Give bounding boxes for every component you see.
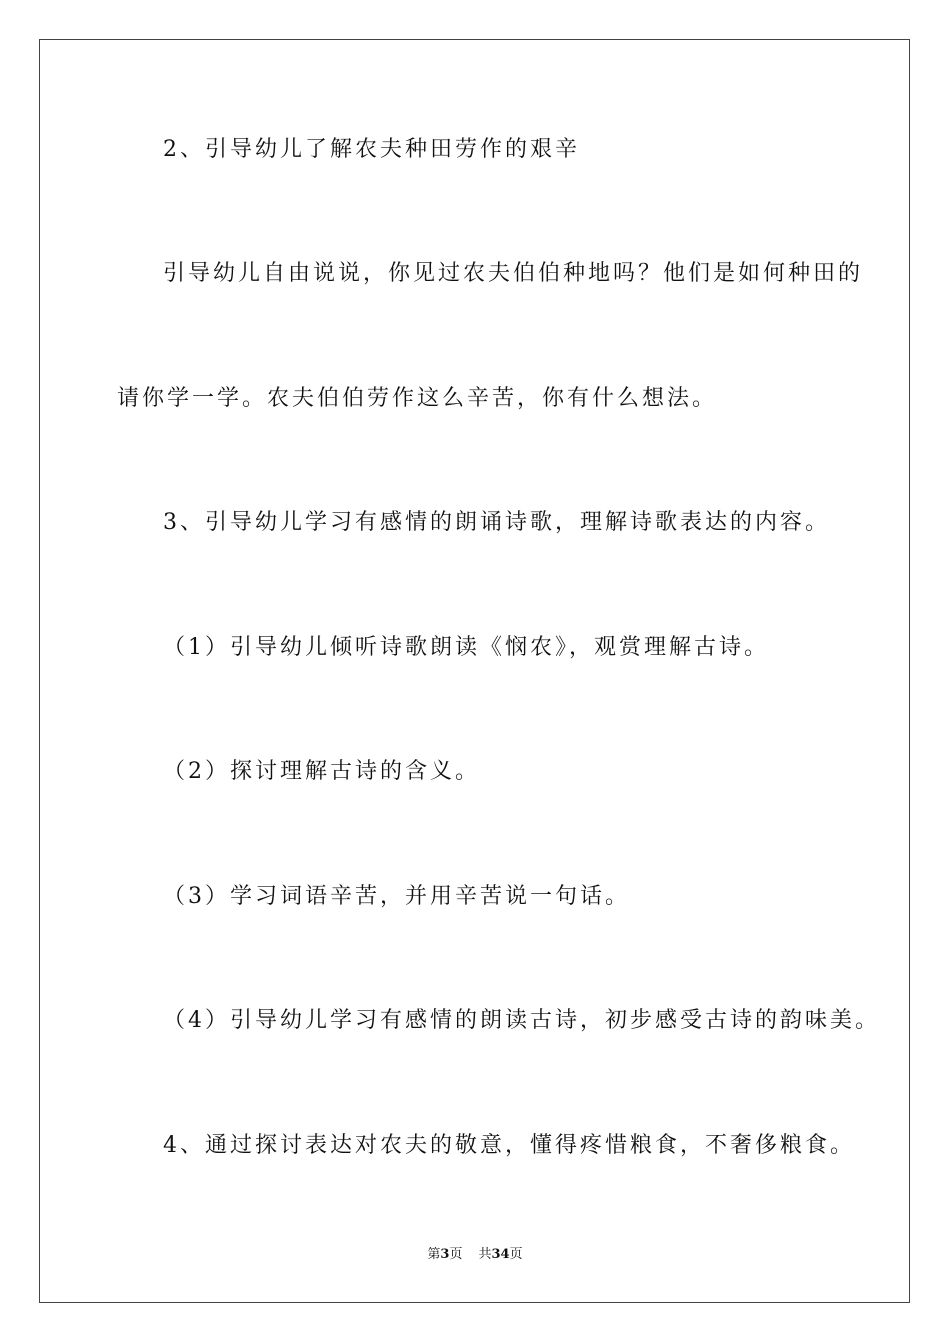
footer-total-suffix: 页 [509, 1247, 523, 1262]
footer-total-prefix: 共 [478, 1247, 492, 1262]
paragraph-discussion-continued: 请你学一学。农夫伯伯劳作这么辛苦，你有什么想法。 [117, 386, 718, 411]
page-footer [0, 1246, 950, 1264]
footer-page-number: 3 [440, 1247, 450, 1262]
paragraph-substep-1: （1）引导幼儿倾听诗歌朗读《悯农》，观赏理解古诗。 [163, 635, 769, 660]
page-border [39, 39, 910, 1303]
footer-total-pages: 34 [491, 1247, 510, 1262]
paragraph-discussion: 引导幼儿自由说说，你见过农夫伯伯种地吗？他们是如何种田的 [163, 261, 864, 286]
footer-page-suffix: 页 [449, 1247, 463, 1262]
paragraph-substep-2: （2）探讨理解古诗的含义。 [163, 759, 480, 784]
footer-page-prefix: 第 [427, 1247, 441, 1262]
paragraph-step-2: 2、引导幼儿了解农夫种田劳作的艰辛 [163, 137, 580, 162]
paragraph-substep-4: （4）引导幼儿学习有感情的朗读古诗，初步感受古诗的韵味美。 [163, 1008, 880, 1033]
paragraph-step-3: 3、引导幼儿学习有感情的朗诵诗歌，理解诗歌表达的内容。 [163, 510, 830, 535]
paragraph-step-4: 4、通过探讨表达对农夫的敬意，懂得疼惜粮食，不奢侈粮食。 [163, 1133, 855, 1158]
paragraph-substep-3: （3）学习词语辛苦，并用辛苦说一句话。 [163, 884, 630, 909]
